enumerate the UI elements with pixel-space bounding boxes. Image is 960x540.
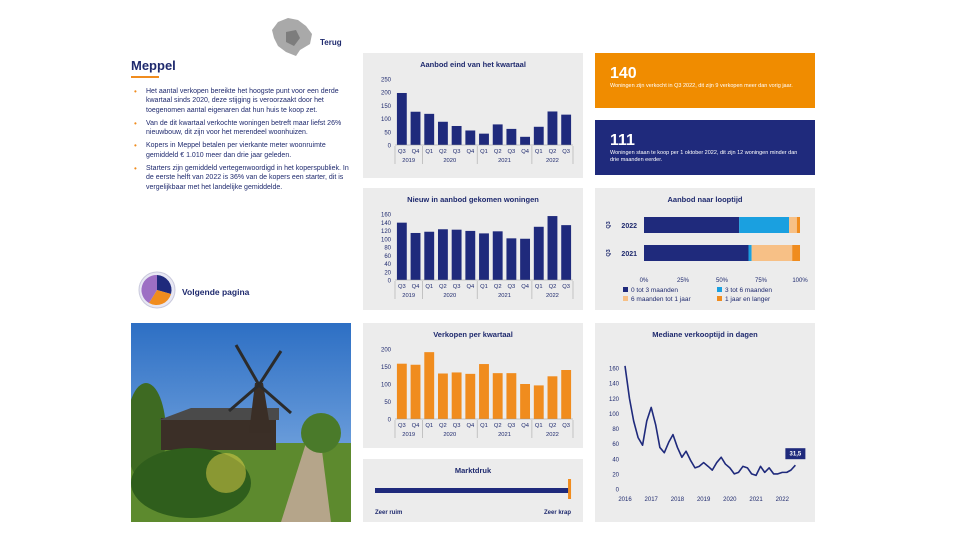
bar <box>506 129 516 145</box>
x-tick-label: Q4 <box>521 423 529 429</box>
y-tick-label: 100 <box>380 117 391 124</box>
right-label: Zeer krap <box>543 510 571 516</box>
next-page-button[interactable] <box>137 270 277 310</box>
bar <box>493 124 503 145</box>
x-tick-label: 2017 <box>644 497 658 503</box>
chart-marktdruk <box>363 459 583 522</box>
bar <box>520 384 530 419</box>
y-tick-label: 140 <box>608 381 619 388</box>
x-tick-label: Q3 <box>452 423 461 429</box>
bar <box>479 364 489 419</box>
y-tick-label: 200 <box>380 90 391 97</box>
page-title: Meppel <box>131 58 176 73</box>
x-tick-label: Q3 <box>397 149 406 155</box>
y-tick-label: 60 <box>612 442 619 449</box>
y-tick-label: 80 <box>612 427 619 434</box>
year-label: 2020 <box>443 158 457 164</box>
row-label: 2021 <box>621 251 637 258</box>
y-tick-label: 250 <box>380 77 391 84</box>
x-tick-label: 75% <box>754 278 768 284</box>
kpi-value: 140 <box>610 65 637 82</box>
legend-label: 1 jaar en langer <box>725 296 771 303</box>
row-quarter-label: Q3 <box>606 249 612 257</box>
chart-title: Verkopen per kwartaal <box>433 330 513 339</box>
x-tick-label: 2019 <box>696 497 711 503</box>
bar <box>561 225 571 280</box>
y-tick-label: 60 <box>384 253 391 260</box>
bar <box>452 126 462 145</box>
bar <box>465 231 475 280</box>
chart-nieuw <box>363 188 583 310</box>
title-underline <box>131 76 159 78</box>
y-tick-label: 20 <box>612 472 619 479</box>
x-tick-label: Q2 <box>548 284 557 290</box>
market-marker <box>568 479 571 499</box>
x-tick-label: Q3 <box>562 149 571 155</box>
year-label: 2020 <box>443 432 457 438</box>
row-quarter-label: Q3 <box>606 221 612 229</box>
x-tick-label: Q4 <box>521 149 529 155</box>
y-tick-label: 100 <box>380 382 391 389</box>
x-tick-label: Q2 <box>493 284 502 290</box>
bar <box>438 122 448 145</box>
y-tick-label: 50 <box>384 400 391 406</box>
bar <box>465 130 475 145</box>
bar <box>411 112 421 145</box>
bar <box>493 231 503 280</box>
x-tick-label: Q1 <box>480 149 488 155</box>
x-tick-label: 2022 <box>775 497 789 503</box>
next-page-label: Volgende pagina <box>182 287 250 297</box>
chart-verkooptijd <box>595 323 815 522</box>
row-label: 2022 <box>621 223 637 230</box>
bar <box>411 233 421 280</box>
year-label: 2019 <box>402 158 416 164</box>
x-tick-label: Q1 <box>425 423 434 429</box>
y-tick-label: 200 <box>380 347 391 354</box>
kpi-description: Woningen zijn verkocht in Q3 2022, dit zijn 9 verkopen meer dan vorig jaar. <box>610 83 793 89</box>
year-label: 2022 <box>546 432 559 438</box>
kpi-sold-card <box>595 53 815 108</box>
x-tick-label: 2016 <box>618 497 632 503</box>
bar <box>506 238 516 280</box>
chart-marktdruk-panel <box>363 459 583 522</box>
chart-verkopen-panel <box>363 323 583 448</box>
market-bar <box>375 488 571 493</box>
year-label: 2022 <box>546 293 559 299</box>
x-tick-label: Q3 <box>397 284 406 290</box>
y-tick-label: 160 <box>608 366 619 373</box>
bar <box>520 239 530 280</box>
x-tick-label: Q4 <box>466 423 475 429</box>
year-label: 2021 <box>498 293 511 299</box>
pie-icon <box>137 270 177 310</box>
year-label: 2021 <box>498 432 511 438</box>
legend-swatch <box>623 287 628 292</box>
bar <box>534 385 544 419</box>
x-tick-label: Q4 <box>411 284 420 290</box>
stacked-bar-segment <box>789 217 797 233</box>
stacked-bar-segment <box>644 217 739 233</box>
bullet-item: • Kopers in Meppel betalen per vierkante meter woonruimte gemiddeld € 1.010 meer dan drie jaar geleden. <box>131 141 353 160</box>
bar <box>452 230 462 280</box>
bar <box>479 233 489 280</box>
x-tick-label: Q3 <box>507 423 516 429</box>
x-tick-label: Q3 <box>562 423 571 429</box>
legend-label: 3 tot 6 maanden <box>725 287 772 294</box>
x-tick-label: Q2 <box>548 423 557 429</box>
bar <box>548 376 558 419</box>
y-tick-label: 150 <box>380 103 391 110</box>
bar <box>438 229 448 280</box>
bar <box>520 137 530 145</box>
x-tick-label: Q3 <box>452 284 461 290</box>
y-tick-label: 100 <box>380 237 391 244</box>
x-tick-label: Q3 <box>452 149 461 155</box>
series-line <box>625 366 795 476</box>
chart-title: Marktdruk <box>454 466 492 475</box>
x-tick-label: 0% <box>639 278 649 284</box>
stacked-bar-segment <box>752 245 793 261</box>
y-tick-label: 160 <box>380 212 391 219</box>
x-tick-label: Q1 <box>425 284 434 290</box>
y-tick-label: 100 <box>608 411 619 418</box>
stacked-bar-segment <box>739 217 789 233</box>
bar <box>411 365 421 419</box>
x-tick-label: Q4 <box>411 423 420 429</box>
y-tick-label: 150 <box>380 365 391 371</box>
back-label: Terug <box>320 38 342 47</box>
bar <box>548 111 558 145</box>
x-tick-label: Q2 <box>493 149 502 155</box>
chart-aanbod <box>363 53 583 178</box>
stacked-bar-segment <box>644 245 749 261</box>
x-tick-label: Q4 <box>521 284 529 290</box>
x-tick-label: Q1 <box>480 284 488 290</box>
x-tick-label: Q4 <box>411 149 420 155</box>
bar <box>561 370 571 419</box>
x-tick-label: 2020 <box>723 497 737 503</box>
bullet-list <box>131 87 353 196</box>
bar <box>438 374 448 420</box>
bar <box>424 114 434 145</box>
chart-title: Nieuw in aanbod gekomen woningen <box>407 195 539 204</box>
y-tick-label: 0 <box>387 417 391 424</box>
legend-label: 0 tot 3 maanden <box>631 287 678 294</box>
x-tick-label: Q1 <box>534 284 543 290</box>
region-map-icon <box>270 16 316 56</box>
bar <box>561 115 571 145</box>
x-tick-label: Q4 <box>466 284 475 290</box>
y-tick-label: 80 <box>384 245 391 252</box>
chart-nieuw-panel <box>363 188 583 310</box>
bar <box>424 352 434 419</box>
y-tick-label: 40 <box>612 457 619 464</box>
x-tick-label: Q1 <box>534 149 543 155</box>
x-tick-label: Q2 <box>439 284 447 290</box>
y-tick-label: 50 <box>384 130 391 137</box>
bar <box>534 227 544 280</box>
x-tick-label: 2021 <box>749 497 763 503</box>
x-tick-label: 50% <box>715 278 729 284</box>
kpi-description: Woningen staan te koop per 1 oktober 2022, dit zijn 12 woningen minder dan drie maanden eerder. <box>610 150 798 163</box>
chart-title: Aanbod naar looptijd <box>667 195 743 204</box>
end-value-label: 31,5 <box>789 451 802 458</box>
year-label: 2019 <box>402 432 416 438</box>
x-tick-label: Q3 <box>562 284 571 290</box>
kpi-value: 111 <box>610 132 635 149</box>
y-tick-label: 120 <box>608 396 619 403</box>
bar <box>534 127 544 145</box>
bullet-item: • Van de dit kwartaal verkochte woningen betreft maar liefst 26% nieuwbouw, dit zijn voor het merendeel woonhuizen. <box>131 119 353 138</box>
bar <box>465 374 475 419</box>
y-tick-label: 20 <box>384 270 391 277</box>
stacked-bar-segment <box>792 245 800 261</box>
bar <box>452 372 462 419</box>
x-tick-label: Q2 <box>439 423 447 429</box>
chart-looptijd <box>595 188 815 310</box>
chart-looptijd-panel <box>595 188 815 310</box>
y-tick-label: 0 <box>387 143 391 150</box>
legend-swatch <box>717 296 722 301</box>
x-tick-label: Q2 <box>493 423 502 429</box>
legend-swatch <box>717 287 722 292</box>
x-tick-label: Q1 <box>425 149 434 155</box>
chart-title: Aanbod eind van het kwartaal <box>420 60 526 69</box>
year-label: 2019 <box>402 293 416 299</box>
x-tick-label: Q4 <box>466 149 475 155</box>
x-tick-label: Q3 <box>507 149 516 155</box>
bar <box>397 223 407 280</box>
x-tick-label: 100% <box>792 278 808 284</box>
chart-aanbod-panel <box>363 53 583 178</box>
year-label: 2021 <box>498 158 511 164</box>
y-tick-label: 40 <box>384 262 391 268</box>
legend-swatch <box>623 296 628 301</box>
y-tick-label: 120 <box>380 229 391 235</box>
bar <box>397 93 407 145</box>
bar <box>424 232 434 280</box>
year-label: 2020 <box>443 293 457 299</box>
x-tick-label: Q3 <box>507 284 516 290</box>
bar <box>493 373 503 419</box>
legend-label: 6 maanden tot 1 jaar <box>631 296 691 303</box>
chart-title: Mediane verkooptijd in dagen <box>652 330 758 339</box>
y-tick-label: 0 <box>615 487 619 494</box>
windmill-photo <box>131 323 351 522</box>
back-link[interactable] <box>270 16 362 56</box>
bar <box>479 134 489 145</box>
x-tick-label: 25% <box>676 278 690 284</box>
chart-verkopen <box>363 323 583 448</box>
x-tick-label: Q3 <box>397 423 406 429</box>
bar <box>548 216 558 280</box>
bullet-item: • Starters zijn gemiddeld vertegenwoordigd in het koperspubliek. In de eerste helft van 2022 is 36% van de kopers een starter, dit is vergelijkbaar met het landelijke gemiddelde. <box>131 164 353 192</box>
x-tick-label: Q1 <box>534 423 543 429</box>
x-tick-label: 2018 <box>670 497 685 503</box>
stacked-bar-segment <box>749 245 752 261</box>
y-tick-label: 0 <box>387 278 391 285</box>
x-tick-label: Q2 <box>548 149 557 155</box>
bar <box>397 364 407 419</box>
bullet-item: • Het aantal verkopen bereikte het hoogste punt voor een derde kwartaal sinds 2020, deze stijging is veroorzaakt door het toegenomen aantal eigenaren dat hun huis te koop zet. <box>131 87 353 115</box>
stacked-bar-segment <box>797 217 800 233</box>
left-label: Zeer ruim <box>375 510 403 516</box>
kpi-forsale-card <box>595 120 815 175</box>
chart-verkooptijd-panel <box>595 323 815 522</box>
x-tick-label: Q1 <box>480 423 488 429</box>
bar <box>506 373 516 419</box>
y-tick-label: 140 <box>380 220 391 227</box>
year-label: 2022 <box>546 158 559 164</box>
x-tick-label: Q2 <box>439 149 447 155</box>
